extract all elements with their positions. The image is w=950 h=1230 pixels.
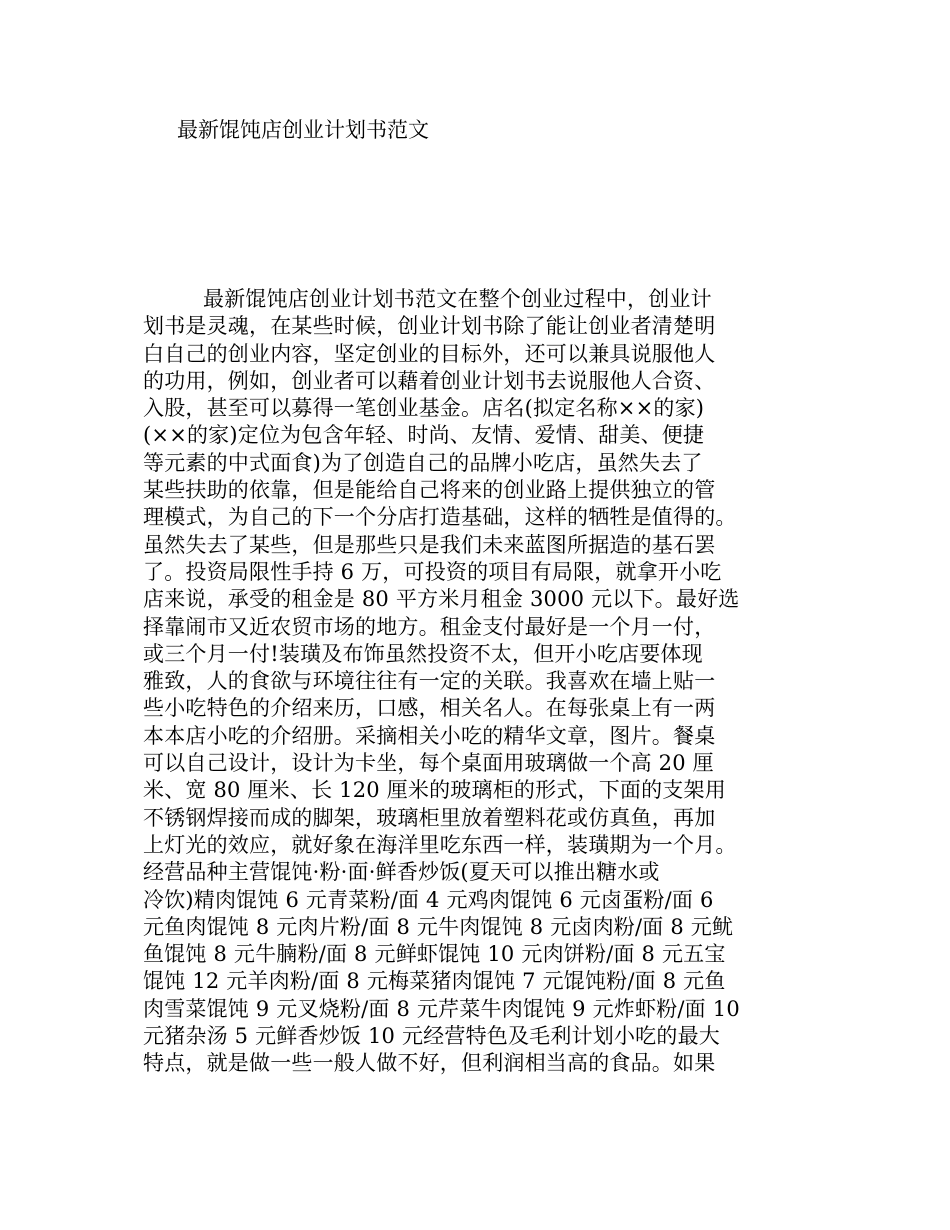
body-line: 雅致，人的食欲与环境往往有一定的关联。我喜欢在墙上贴一 bbox=[143, 669, 716, 694]
body-line: 鱼馄饨 8 元牛腩粉/面 8 元鲜虾馄饨 10 元肉饼粉/面 8 元五宝 bbox=[143, 942, 726, 967]
body-line: 店来说，承受的租金是 80 平方米月租金 3000 元以下。最好选 bbox=[143, 587, 740, 612]
body-line: 不锈钢焊接而成的脚架，玻璃柜里放着塑料花或仿真鱼，再加 bbox=[143, 805, 716, 830]
body-line: 米、宽 80 厘米、长 120 厘米的玻璃柜的形式，下面的支架用 bbox=[143, 778, 726, 803]
document-title: 最新馄饨店创业计划书范文 bbox=[177, 118, 429, 142]
body-line: 最新馄饨店创业计划书范文在整个创业过程中，创业计 bbox=[203, 287, 712, 311]
body-line: 虽然失去了某些，但是那些只是我们未来蓝图所据造的基石罢 bbox=[143, 532, 716, 557]
body-line: 特点，就是做一些一般人做不好，但利润相当高的食品。如果 bbox=[143, 1051, 716, 1076]
body-line: 了。投资局限性手持 6 万，可投资的项目有局限，就拿开小吃 bbox=[143, 559, 722, 584]
body-line: 馄饨 12 元羊肉粉/面 8 元梅菜猪肉馄饨 7 元馄饨粉/面 8 元鱼 bbox=[143, 969, 726, 994]
body-line: 本本店小吃的介绍册。采摘相关小吃的精华文章，图片。餐桌 bbox=[143, 723, 716, 748]
body-line: 冷饮)精肉馄饨 6 元青菜粉/面 4 元鸡肉馄饨 6 元卤蛋粉/面 6 bbox=[143, 887, 714, 912]
body-line: 择靠闹市又近农贸市场的地方。租金支付最好是一个月一付， bbox=[143, 614, 716, 639]
body-line: 元鱼肉馄饨 8 元肉片粉/面 8 元牛肉馄饨 8 元卤肉粉/面 8 元鱿 bbox=[143, 914, 734, 939]
body-line: 划书是灵魂，在某些时候，创业计划书除了能让创业者清楚明 bbox=[143, 314, 716, 339]
body-line: 理模式，为自己的下一个分店打造基础，这样的牺牲是值得的。 bbox=[143, 505, 737, 530]
body-line: 可以自己设计，设计为卡坐，每个桌面用玻璃做一个高 20 厘 bbox=[143, 751, 714, 776]
body-line: 元猪杂汤 5 元鲜香炒饭 10 元经营特色及毛利计划小吃的最大 bbox=[143, 1024, 720, 1049]
body-line: 上灯光的效应，就好象在海洋里吃东西一样，装璜期为一个月。 bbox=[143, 832, 737, 857]
body-line: 等元素的中式面食)为了创造自己的品牌小吃店，虽然失去了 bbox=[143, 450, 703, 475]
body-line: 些小吃特色的介绍来历，口感，相关名人。在每张桌上有一两 bbox=[143, 696, 716, 721]
body-line: (××的家)定位为包含年轻、时尚、友情、爱情、甜美、便捷 bbox=[143, 423, 705, 448]
body-line: 某些扶助的依靠，但是能给自己将来的创业路上提供独立的管 bbox=[143, 478, 716, 503]
body-line: 白自己的创业内容，坚定创业的目标外，还可以兼具说服他人 bbox=[143, 341, 716, 366]
body-line: 或三个月一付!装璜及布饰虽然投资不太，但开小吃店要体现 bbox=[143, 641, 703, 666]
document-body bbox=[143, 286, 843, 1078]
body-line: 经营品种主营馄饨·粉·面·鲜香炒饭(夏天可以推出糖水或 bbox=[143, 860, 660, 885]
body-line: 的功用，例如，创业者可以藉着创业计划书去说服他人合资、 bbox=[143, 368, 716, 393]
body-line: 入股，甚至可以募得一笔创业基金。店名(拟定名称××的家) bbox=[143, 396, 705, 421]
body-line: 肉雪菜馄饨 9 元叉烧粉/面 8 元芹菜牛肉馄饨 9 元炸虾粉/面 10 bbox=[143, 996, 740, 1021]
